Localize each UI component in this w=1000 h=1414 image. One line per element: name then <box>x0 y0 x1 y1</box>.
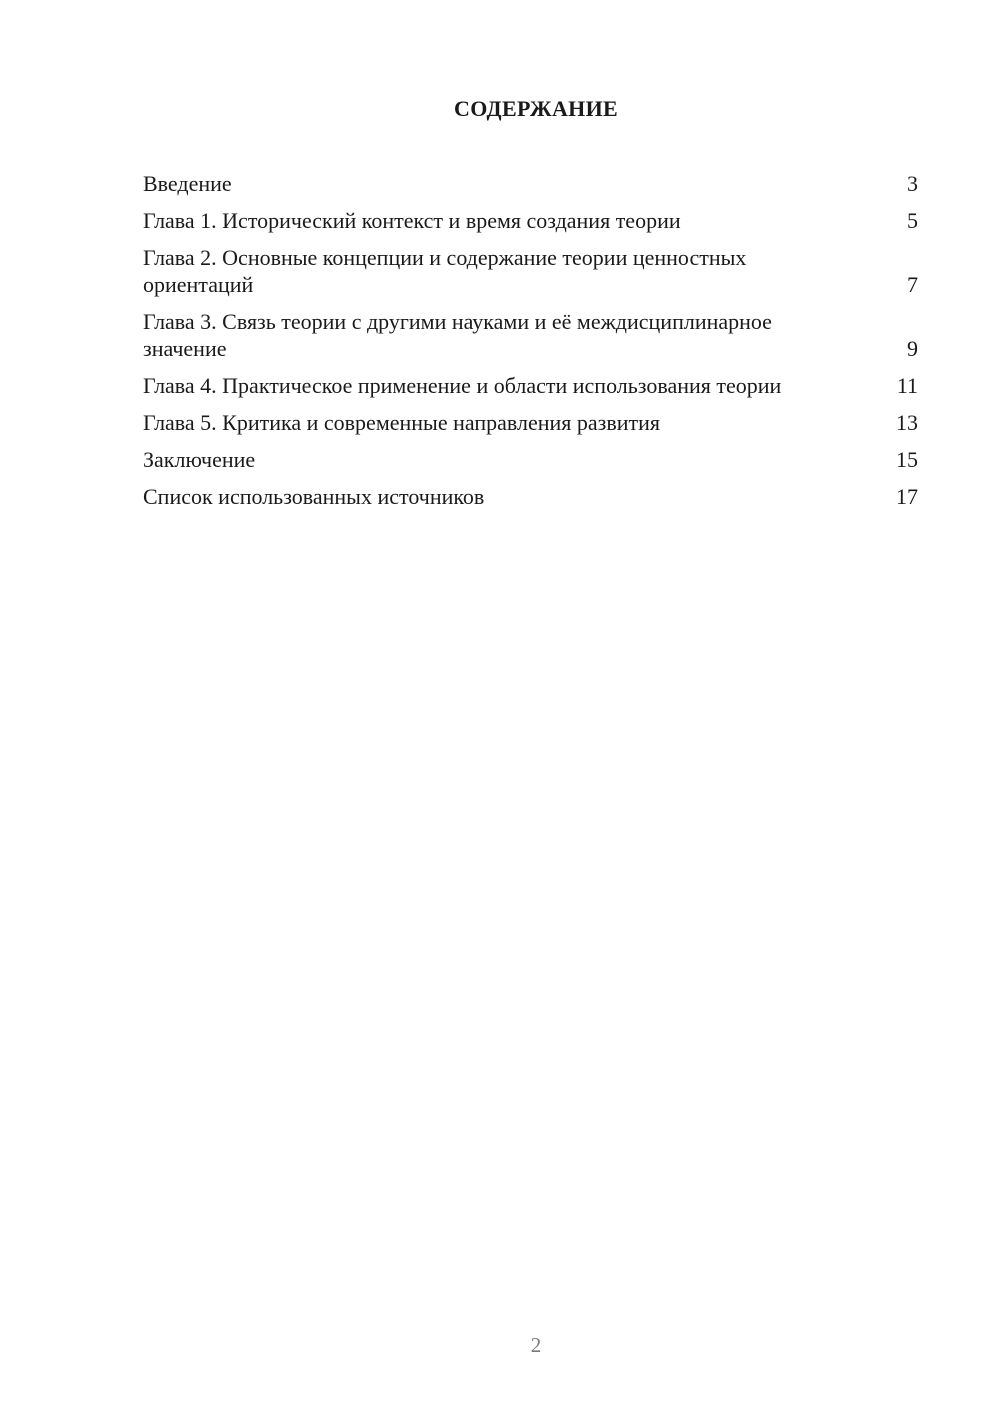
toc-entry-introduction <box>143 170 918 197</box>
toc-entry-text: Глава 5. Критика и современные направления развития <box>143 410 661 435</box>
toc-entry-text: Глава 4. Практическое применение и области использования теории <box>143 373 782 398</box>
page-title: СОДЕРЖАНИЕ <box>454 96 618 121</box>
toc-entry-chapter-1 <box>143 207 918 234</box>
toc-entry-page: 13 <box>896 410 918 435</box>
table-of-contents <box>143 170 918 520</box>
toc-entry-page: 9 <box>907 336 918 361</box>
toc-entry-text: Глава 3. Связь теории с другими науками и её междисциплинарное значение <box>143 309 772 361</box>
toc-entry-chapter-5 <box>143 409 918 436</box>
toc-entry-page: 5 <box>907 208 918 233</box>
toc-entry-text: Введение <box>143 171 232 196</box>
toc-entry-text: Глава 2. Основные концепции и содержание теории ценностных ориентаций <box>143 245 747 297</box>
toc-entry-page: 11 <box>896 373 918 398</box>
toc-entry-text: Список использованных источников <box>143 484 485 509</box>
toc-entry-text: Заключение <box>143 447 256 472</box>
toc-entry-page: 15 <box>896 447 918 472</box>
page-number: 2 <box>530 1333 542 1357</box>
toc-entry-chapter-2 <box>143 244 918 298</box>
toc-entry-chapter-3 <box>143 308 918 362</box>
toc-entry-page: 3 <box>907 171 918 196</box>
toc-entry-conclusion <box>143 446 918 473</box>
toc-entry-page: 17 <box>896 484 918 509</box>
toc-entry-chapter-4 <box>143 372 918 399</box>
toc-entry-page: 7 <box>907 272 918 297</box>
toc-entry-text: Глава 1. Исторический контекст и время создания теории <box>143 208 681 233</box>
toc-entry-references <box>143 483 918 510</box>
